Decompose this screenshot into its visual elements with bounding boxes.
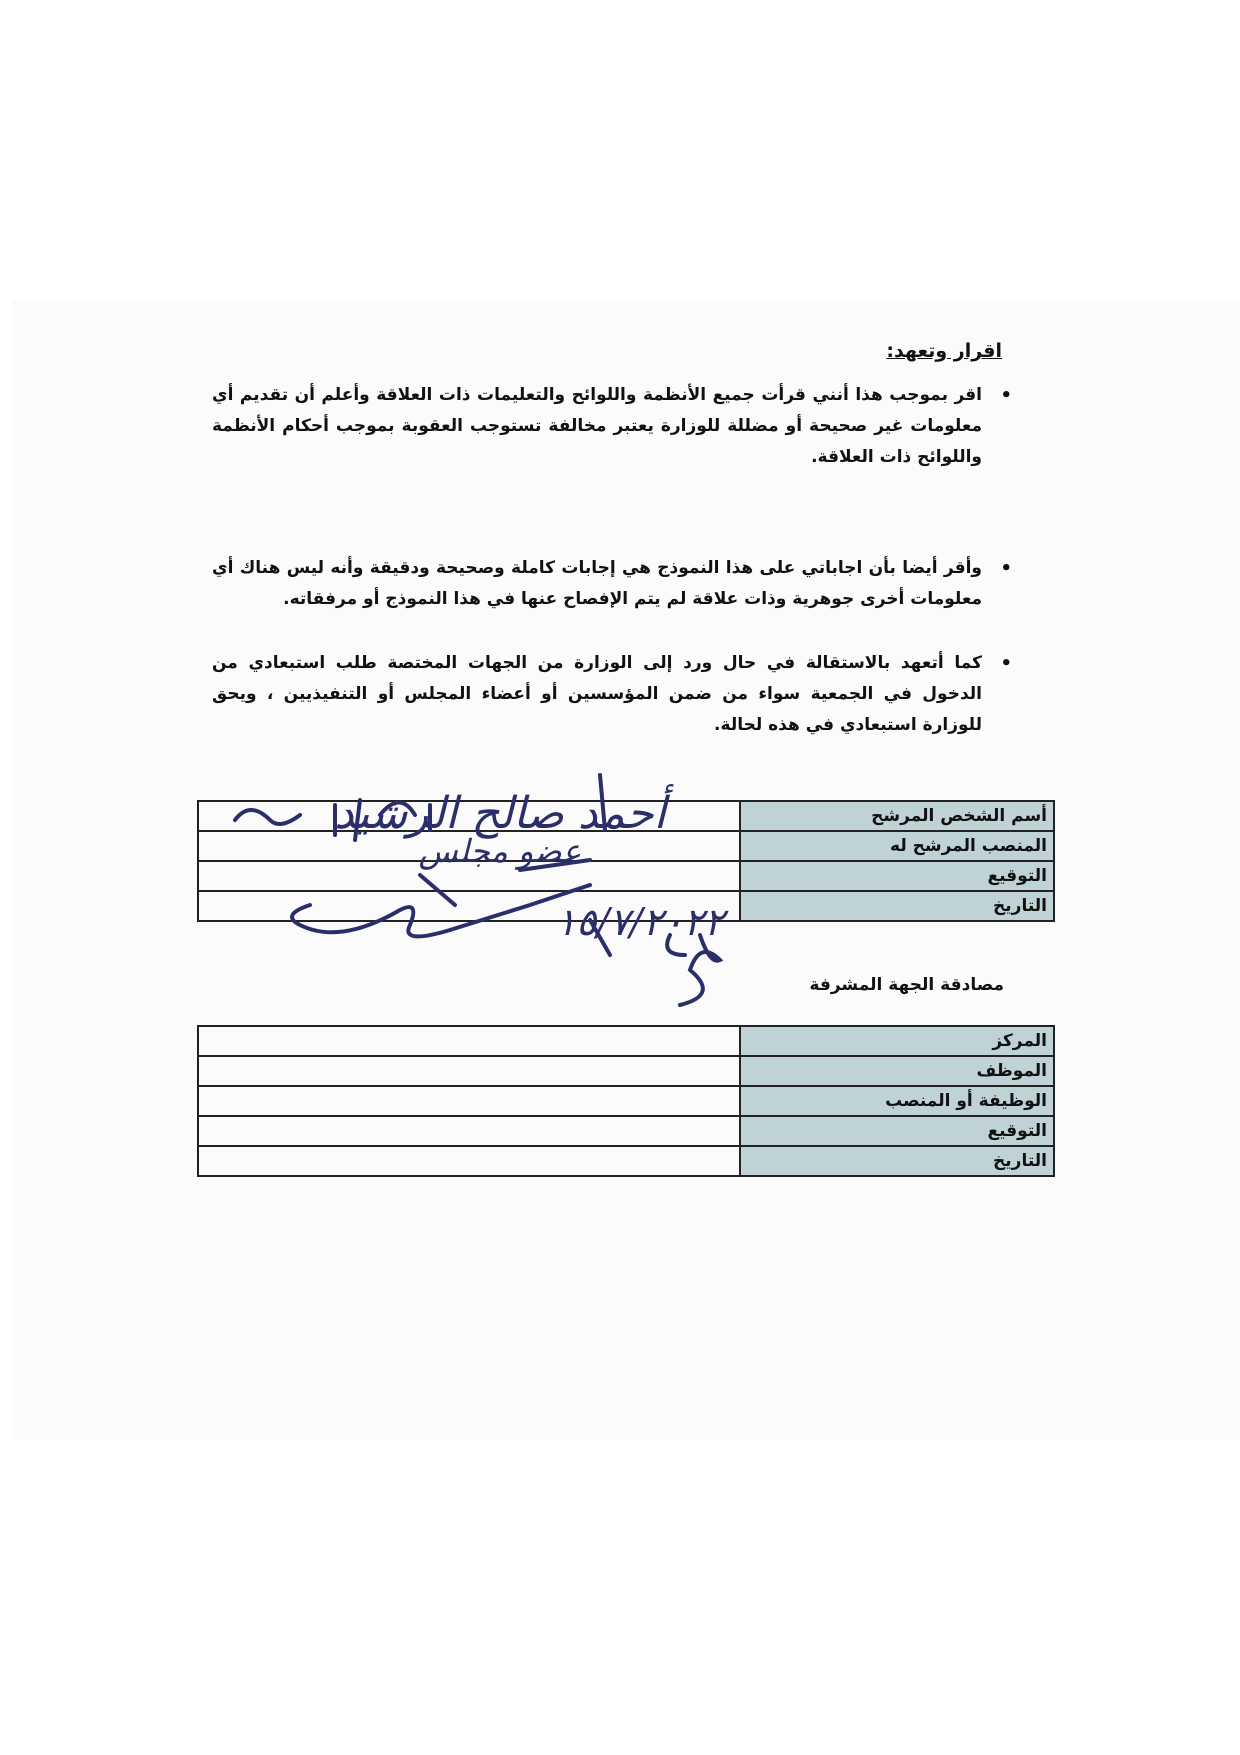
- handwritten-date: ١٥/٧/٢٠٢٢: [555, 900, 725, 944]
- declaration-title: اقرار وتعهد:: [886, 340, 1002, 362]
- supervisor-table: [197, 1025, 1055, 1177]
- declaration-item: • وأقر أيضا بأن اجاباتي على هذا النموذج هي إجابات كاملة وصحيحة ودقيقة وأنه ليس هناك أي معلومات أخرى جوهرية وذات علاقة لم يتم الإفصاح عنها في هذا النموذج أو مرفقاته.: [212, 553, 982, 615]
- table-row: [198, 861, 1054, 891]
- candidate-table: [197, 800, 1055, 922]
- employee-field[interactable]: [198, 1056, 740, 1086]
- bullet-icon: •: [1000, 385, 1012, 406]
- supervisor-date-label: التاريخ: [740, 1146, 1054, 1176]
- candidate-name-label: أسم الشخص المرشح: [740, 801, 1054, 831]
- supervisor-date-field[interactable]: [198, 1146, 740, 1176]
- table-row: [198, 1086, 1054, 1116]
- table-row: [198, 891, 1054, 921]
- table-row: [198, 831, 1054, 861]
- bullet-icon: •: [1000, 558, 1012, 579]
- candidate-signature-label: التوقيع: [740, 861, 1054, 891]
- declaration-item: • كما أتعهد بالاستقالة في حال ورد إلى الوزارة من الجهات المختصة طلب استبعادي من الدخول في الجمعية سواء من ضمن المؤسسين أو أعضاء المجلس أو التنفيذيين ، ويحق للوزارة استبعادي في هذه لحالة.: [212, 648, 982, 741]
- table-row: [198, 1146, 1054, 1176]
- handwritten-name: أحمد صالح الرشيد: [334, 788, 666, 839]
- table-row: [198, 1116, 1054, 1146]
- declaration-list: [212, 380, 1012, 741]
- supervisor-title: مصادقة الجهة المشرفة: [809, 975, 1004, 995]
- declaration-item: • اقر بموجب هذا أنني قرأت جميع الأنظمة واللوائح والتعليمات ذات العلاقة وأعلم أن تقديم أي معلومات غير صحيحة أو مضللة للوزارة يعتبر مخالفة تستوجب العقوبة بموجب أحكام الأنظمة واللوائح ذات العلاقة.: [212, 380, 982, 473]
- handwritten-position: عضو مجلس: [418, 832, 582, 870]
- candidate-name-field[interactable]: [198, 801, 740, 831]
- table-row: [198, 1056, 1054, 1086]
- candidate-date-label: التاريخ: [740, 891, 1054, 921]
- supervisor-signature-field[interactable]: [198, 1116, 740, 1146]
- employee-label: الموظف: [740, 1056, 1054, 1086]
- table-row: [198, 801, 1054, 831]
- job-title-field[interactable]: [198, 1086, 740, 1116]
- bullet-icon: •: [1000, 653, 1012, 674]
- supervisor-signature-label: التوقيع: [740, 1116, 1054, 1146]
- job-title-label: الوظيفة أو المنصب: [740, 1086, 1054, 1116]
- candidate-signature-field[interactable]: [198, 861, 740, 891]
- candidate-date-field[interactable]: [198, 891, 740, 921]
- candidate-position-field[interactable]: [198, 831, 740, 861]
- center-label: المركز: [740, 1026, 1054, 1056]
- center-field[interactable]: [198, 1026, 740, 1056]
- table-row: [198, 1026, 1054, 1056]
- candidate-position-label: المنصب المرشح له: [740, 831, 1054, 861]
